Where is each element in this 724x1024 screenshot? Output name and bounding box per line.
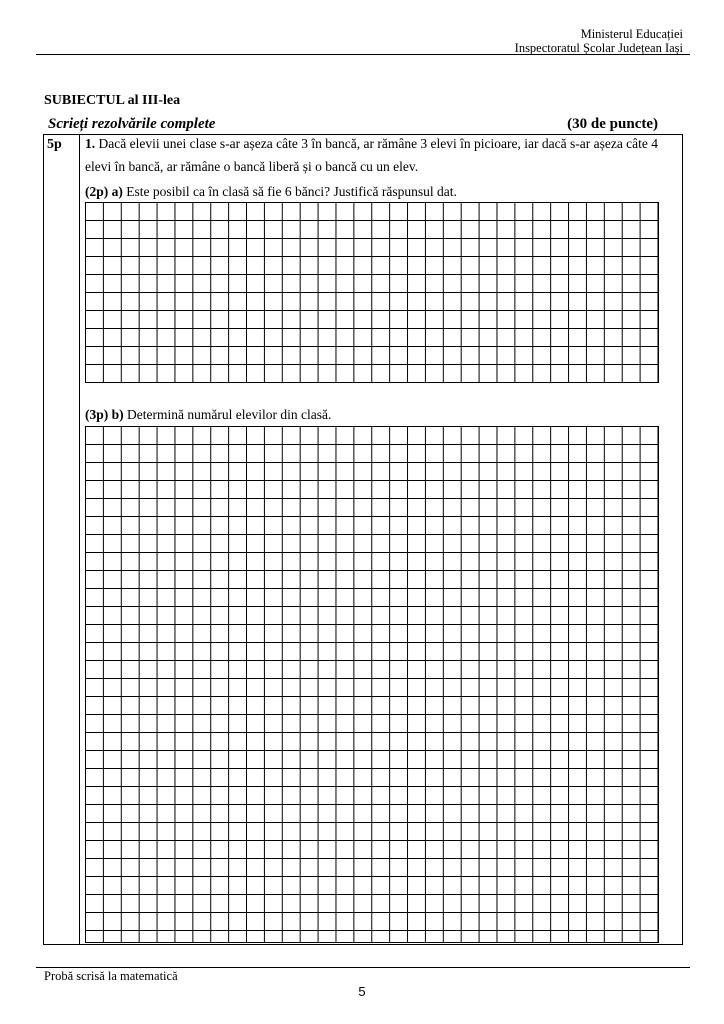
part-a-label: a) xyxy=(111,184,123,199)
part-b-question xyxy=(85,406,331,424)
problem-points: 5p xyxy=(47,137,62,152)
header-inspectorate: Inspectoratul Școlar Județean Iași xyxy=(514,41,683,55)
part-b-label: b) xyxy=(111,407,124,422)
header-divider xyxy=(36,54,690,55)
points-column-divider xyxy=(79,134,80,945)
part-b-points: (3p) xyxy=(85,407,109,422)
part-a-points: (2p) xyxy=(85,184,109,199)
problem-number: 1. xyxy=(85,136,96,151)
answer-grid-b[interactable] xyxy=(85,426,659,943)
header-ministry: Ministerul Educației xyxy=(580,27,683,41)
part-b-text: Determină numărul elevilor din clasă. xyxy=(127,407,332,422)
problem-statement-line2: elevi în bancă, ar rămâne o bancă liberă și o bancă cu un elev. xyxy=(85,159,419,174)
footer-text: Probă scrisă la matematică xyxy=(44,969,178,983)
problem-text-line1: Dacă elevii unei clase s-ar așeza câte 3 în bancă, ar rămâne 3 elevi în picioare, iar dacă s-ar așeza câte 4 xyxy=(98,136,659,151)
total-points: (30 de puncte) xyxy=(567,116,658,132)
page-number: 5 xyxy=(358,984,366,999)
part-a-question xyxy=(85,183,457,201)
instruction-text: Scrieți rezolvările complete xyxy=(48,116,216,132)
subject-title: SUBIECTUL al III-lea xyxy=(44,93,181,108)
part-a-text: Este posibil ca în clasă să fie 6 bănci? Justifică răspunsul dat. xyxy=(126,184,457,199)
answer-grid-a[interactable] xyxy=(85,202,659,383)
footer-divider xyxy=(36,967,690,968)
problem-statement-line1 xyxy=(85,135,658,153)
